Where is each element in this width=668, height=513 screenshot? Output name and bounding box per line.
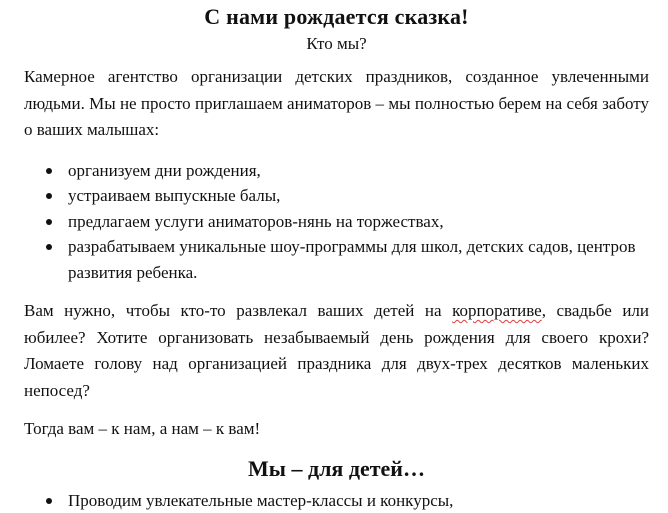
question-paragraph bbox=[24, 298, 649, 404]
bullet-icon bbox=[46, 244, 52, 250]
document-subtitle: Кто мы? bbox=[24, 34, 649, 54]
document-page bbox=[24, 4, 649, 513]
bullet-icon bbox=[46, 498, 52, 504]
list-item-text: разрабатываем уникальные шоу-программы для школ, детских садов, центров развития ребенка. bbox=[68, 237, 635, 282]
section2-list bbox=[24, 488, 649, 513]
list-item bbox=[24, 234, 649, 285]
bullet-icon bbox=[46, 219, 52, 225]
bullet-icon bbox=[46, 193, 52, 199]
question-text-after: , свадьбе или юбилее? Хотите организовать незабываемый день рождения для своего крохи? Ломаете голову над организацией праздника для двух-трех десятков маленьких непосед? bbox=[24, 301, 649, 400]
list-item-text: предлагаем услуги аниматоров-нянь на торжествах, bbox=[68, 212, 444, 231]
bullet-icon bbox=[46, 168, 52, 174]
list-item-text: Проводим увлекательные мастер-классы и конкурсы, bbox=[68, 491, 453, 510]
list-item bbox=[24, 488, 649, 513]
list-item bbox=[24, 158, 649, 184]
call-to-action: Тогда вам – к нам, а нам – к вам! bbox=[24, 416, 649, 443]
list-item bbox=[24, 209, 649, 235]
list-item-text: организуем дни рождения, bbox=[68, 161, 261, 180]
intro-paragraph: Камерное агентство организации детских праздников, созданное увлеченными людьми. Мы не просто приглашаем аниматоров – мы полностью берем на себя заботу о ваших малышах: bbox=[24, 64, 649, 144]
section-heading: Мы – для детей… bbox=[24, 456, 649, 482]
spellcheck-flagged-word[interactable]: корпоративе bbox=[452, 301, 542, 320]
list-item-text: устраиваем выпускные балы, bbox=[68, 186, 280, 205]
list-item bbox=[24, 183, 649, 209]
document-title: С нами рождается сказка! bbox=[24, 4, 649, 30]
question-text-before: Вам нужно, чтобы кто-то развлекал ваших детей на bbox=[24, 301, 452, 320]
services-list bbox=[24, 158, 649, 286]
